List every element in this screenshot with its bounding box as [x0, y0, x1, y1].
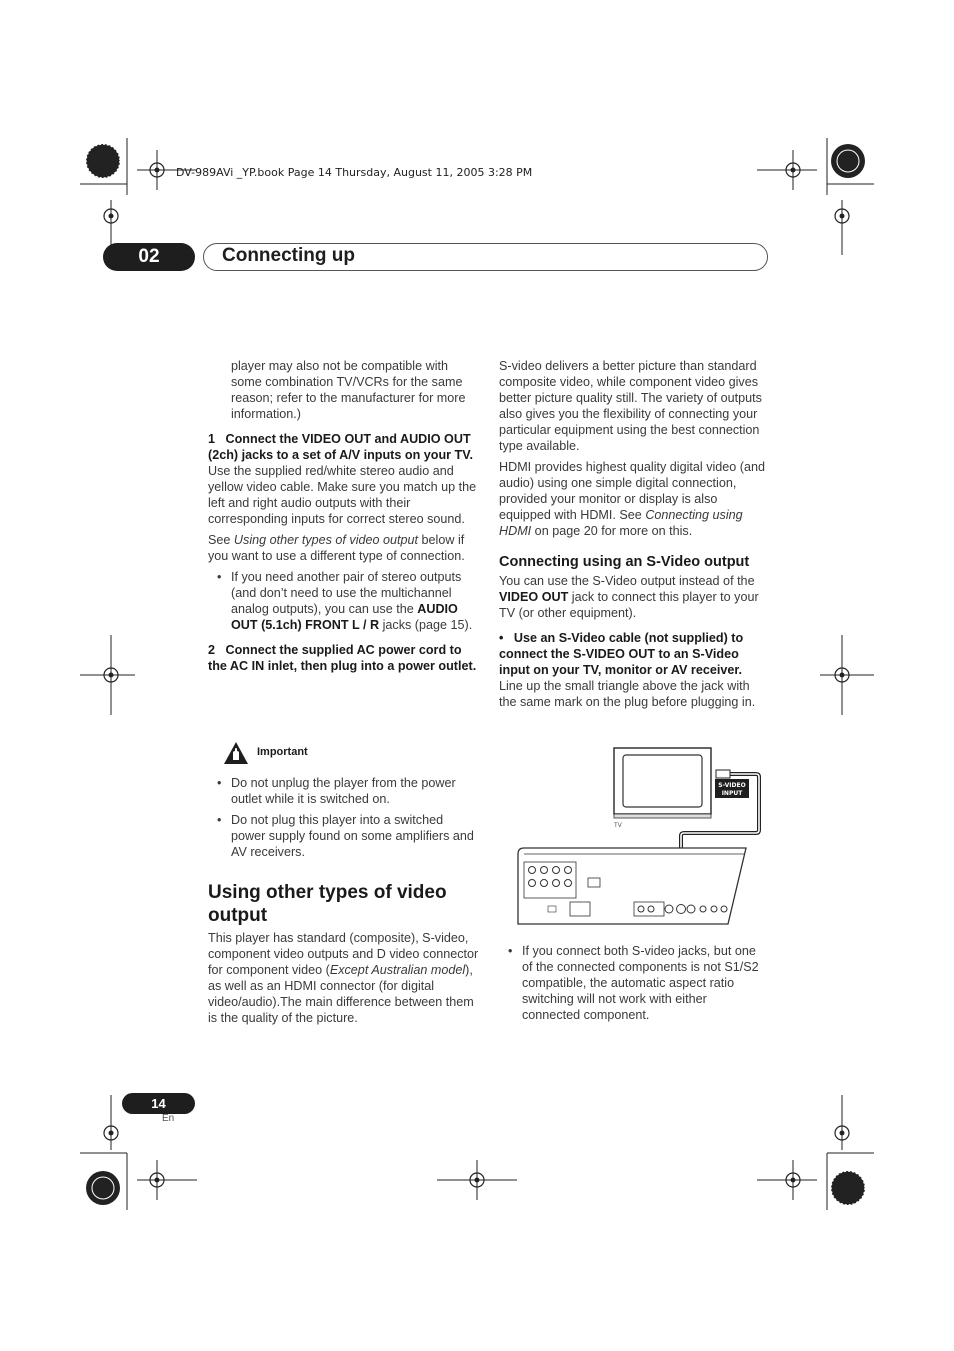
- hdmi-paragraph: HDMI provides highest quality digital video (and audio) using one simple digital connection, provided your monitor or display is also equipped with HDMI. See Connecting using HDMI on page 20 for more on this.: [499, 460, 766, 538]
- sub-heading: Connecting using an S-Video output: [499, 554, 750, 570]
- svg-text:INPUT: INPUT: [721, 790, 743, 797]
- svideo-connection-diagram: [514, 746, 768, 926]
- continued-paragraph: player may also not be compatible with some combination TV/VCRs for the same reason; refer to the manufacturer for more information.): [231, 359, 466, 421]
- section-heading: Using other types of video output: [208, 882, 447, 926]
- player-rear-panel: [518, 848, 746, 924]
- svideo-intro: You can use the S-Video output instead of the VIDEO OUT jack to connect this player to your TV (or other equipment).: [499, 574, 759, 620]
- chapter-title: Connecting up: [222, 245, 355, 266]
- right-bullet-list: [499, 943, 767, 1023]
- step-1-description: Use the supplied red/white stereo audio and yellow video cable. Make sure you match up the left and right audio outputs with their corresponding inputs for correct stereo sound.: [208, 464, 477, 526]
- left-column: [208, 431, 480, 674]
- see-also-paragraph: See Using other types of video output below if you want to use a different type of connection.: [208, 533, 465, 563]
- chapter-number-badge: 02: [103, 243, 195, 271]
- page-number: 14: [122, 1093, 195, 1114]
- video-output-section: [208, 881, 480, 1026]
- list-item: • If you connect both S-video jacks, but one of the connected components is not S1/S2 compatible, the automatic aspect ratio switching will not work with either connected component.: [508, 944, 759, 1022]
- right-column: [499, 358, 767, 710]
- list-item: • Do not unplug the player from the power outlet while it is switched on.: [217, 776, 456, 806]
- tv-label: TV: [614, 822, 622, 829]
- tv-illustration: [614, 748, 711, 818]
- important-label: Important: [257, 746, 308, 758]
- book-info-line: DV-989AVi _YP.book Page 14 Thursday, August 11, 2005 3:28 PM: [176, 166, 533, 179]
- section-paragraph: This player has standard (composite), S-video, component video outputs and D video connector for component video (Except Australian model), as well as an HDMI connector (for digital video/audio).The main difference between them is the quality of the picture.: [208, 931, 479, 1025]
- list-item: • Do not plug this player into a switched power supply found on some amplifiers and AV receivers.: [217, 813, 474, 859]
- step-1: 1 Connect the VIDEO OUT and AUDIO OUT (2ch) jacks to a set of A/V inputs on your TV.: [208, 432, 473, 462]
- language-label: En: [162, 1113, 175, 1124]
- important-list: [208, 775, 480, 860]
- step-2: 2 Connect the supplied AC power cord to the AC IN inlet, then plug into a power outlet.: [208, 643, 477, 673]
- warning-icon: [223, 741, 249, 765]
- svg-text:S-VIDEO: S-VIDEO: [718, 782, 746, 789]
- svideo-step: • Use an S-Video cable (not supplied) to connect the S-VIDEO OUT to an S-Video input on your TV, monitor or AV receiver.: [499, 631, 744, 677]
- list-item: • If you need another pair of stereo outputs (and don’t need to use the multichannel analog outputs), you can use the AUDIO OUT (5.1ch) FRONT L / R jacks (page 15).: [217, 570, 473, 632]
- svideo-step-description: Line up the small triangle above the jack with the same mark on the plug before plugging in.: [499, 679, 756, 709]
- svideo-paragraph: S-video delivers a better picture than standard composite video, while component video gives better picture quality still. The variety of outputs also gives you the flexibility of connecting your particular equipment using the best connection type available.: [499, 359, 762, 453]
